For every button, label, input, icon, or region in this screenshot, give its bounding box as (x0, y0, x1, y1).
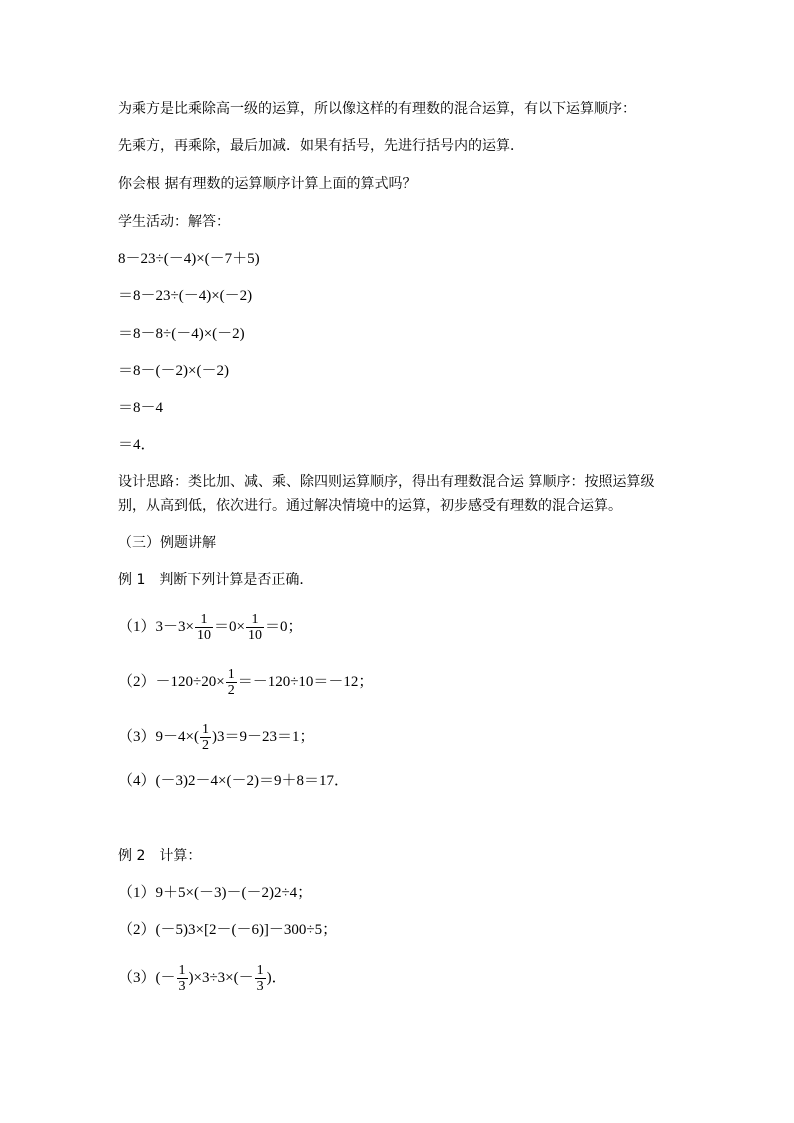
example-2-item-2: （2）(－5)3×[2－(－6)]－300÷5； (118, 922, 338, 938)
expression-text: ＝0× (213, 618, 245, 635)
intro-paragraph-2: 先乘方，再乘除，最后加减．如果有括号，先进行括号内的运算． (118, 138, 524, 154)
expression-text: （1）3－3× (118, 618, 194, 635)
denominator: 10 (196, 628, 211, 643)
denominator: 10 (247, 628, 262, 643)
fraction (177, 963, 188, 994)
example-1-item-4: （4）(－3)2－4×(－2)＝9＋8＝17． (118, 773, 349, 789)
solution-step: ＝8－4 (118, 400, 164, 416)
numerator: 1 (227, 667, 235, 682)
denominator: 3 (256, 979, 264, 994)
example-1-title: 例 1 判断下列计算是否正确． (118, 572, 314, 588)
fraction (200, 722, 211, 753)
expression-text: ＝－120÷10＝－12； (237, 673, 374, 690)
expression-text: )3＝9－23＝1； (211, 728, 315, 745)
example-2-item-3 (118, 963, 287, 994)
design-rationale: 设计思路：类比加、减、乘、除四则运算顺序，得出有理数混合运 算顺序：按照运算级别，从高到低，依次进行。通过解决情境中的运算，初步感受有理数的混合运算。 (118, 474, 655, 514)
expression-text: （2）－120÷20× (118, 673, 225, 690)
example-1-item-3 (118, 722, 314, 753)
expression-text: )． (266, 969, 287, 986)
intro-paragraph-1: 为乘方是比乘除高一级的运算，所以像这样的有理数的混合运算，有以下运算顺序： (118, 101, 636, 117)
numerator: 1 (201, 722, 209, 737)
example-2-item-1: （1）9＋5×(－3)－(－2)2÷4； (118, 885, 313, 901)
expression-text: （3）9－4×( (118, 728, 199, 745)
example-2-title: 例 2 计算： (118, 848, 202, 864)
solution-step: ＝8－23÷(－4)×(－2) (118, 288, 253, 304)
solution-step: ＝8－8÷(－4)×(－2) (118, 326, 245, 342)
numerator: 1 (256, 963, 264, 978)
expression-text: ＝0； (264, 618, 303, 635)
denominator: 3 (178, 979, 186, 994)
expression-text: )×3÷3×(－ (188, 969, 254, 986)
intro-question: 你会根 据有理数的运算顺序计算上面的算式吗？ (118, 176, 417, 192)
solution-step: ＝4． (118, 437, 156, 453)
section-title: （三）例题讲解 (118, 535, 216, 551)
fraction (195, 612, 213, 643)
denominator: 2 (201, 738, 209, 753)
fraction (226, 667, 237, 698)
numerator: 1 (178, 963, 186, 978)
solution-step: ＝8－(－2)×(－2) (118, 363, 229, 379)
example-1-item-2 (118, 667, 373, 698)
numerator: 1 (195, 612, 213, 628)
numerator: 1 (246, 612, 264, 628)
expression-text: （3）(－ (118, 969, 176, 986)
fraction (246, 612, 264, 643)
solution-step: 8－23÷(－4)×(－7＋5) (118, 251, 260, 267)
example-1-item-1 (118, 612, 302, 643)
student-activity-label: 学生活动：解答： (118, 214, 230, 230)
fraction (255, 963, 266, 994)
denominator: 2 (227, 683, 235, 698)
